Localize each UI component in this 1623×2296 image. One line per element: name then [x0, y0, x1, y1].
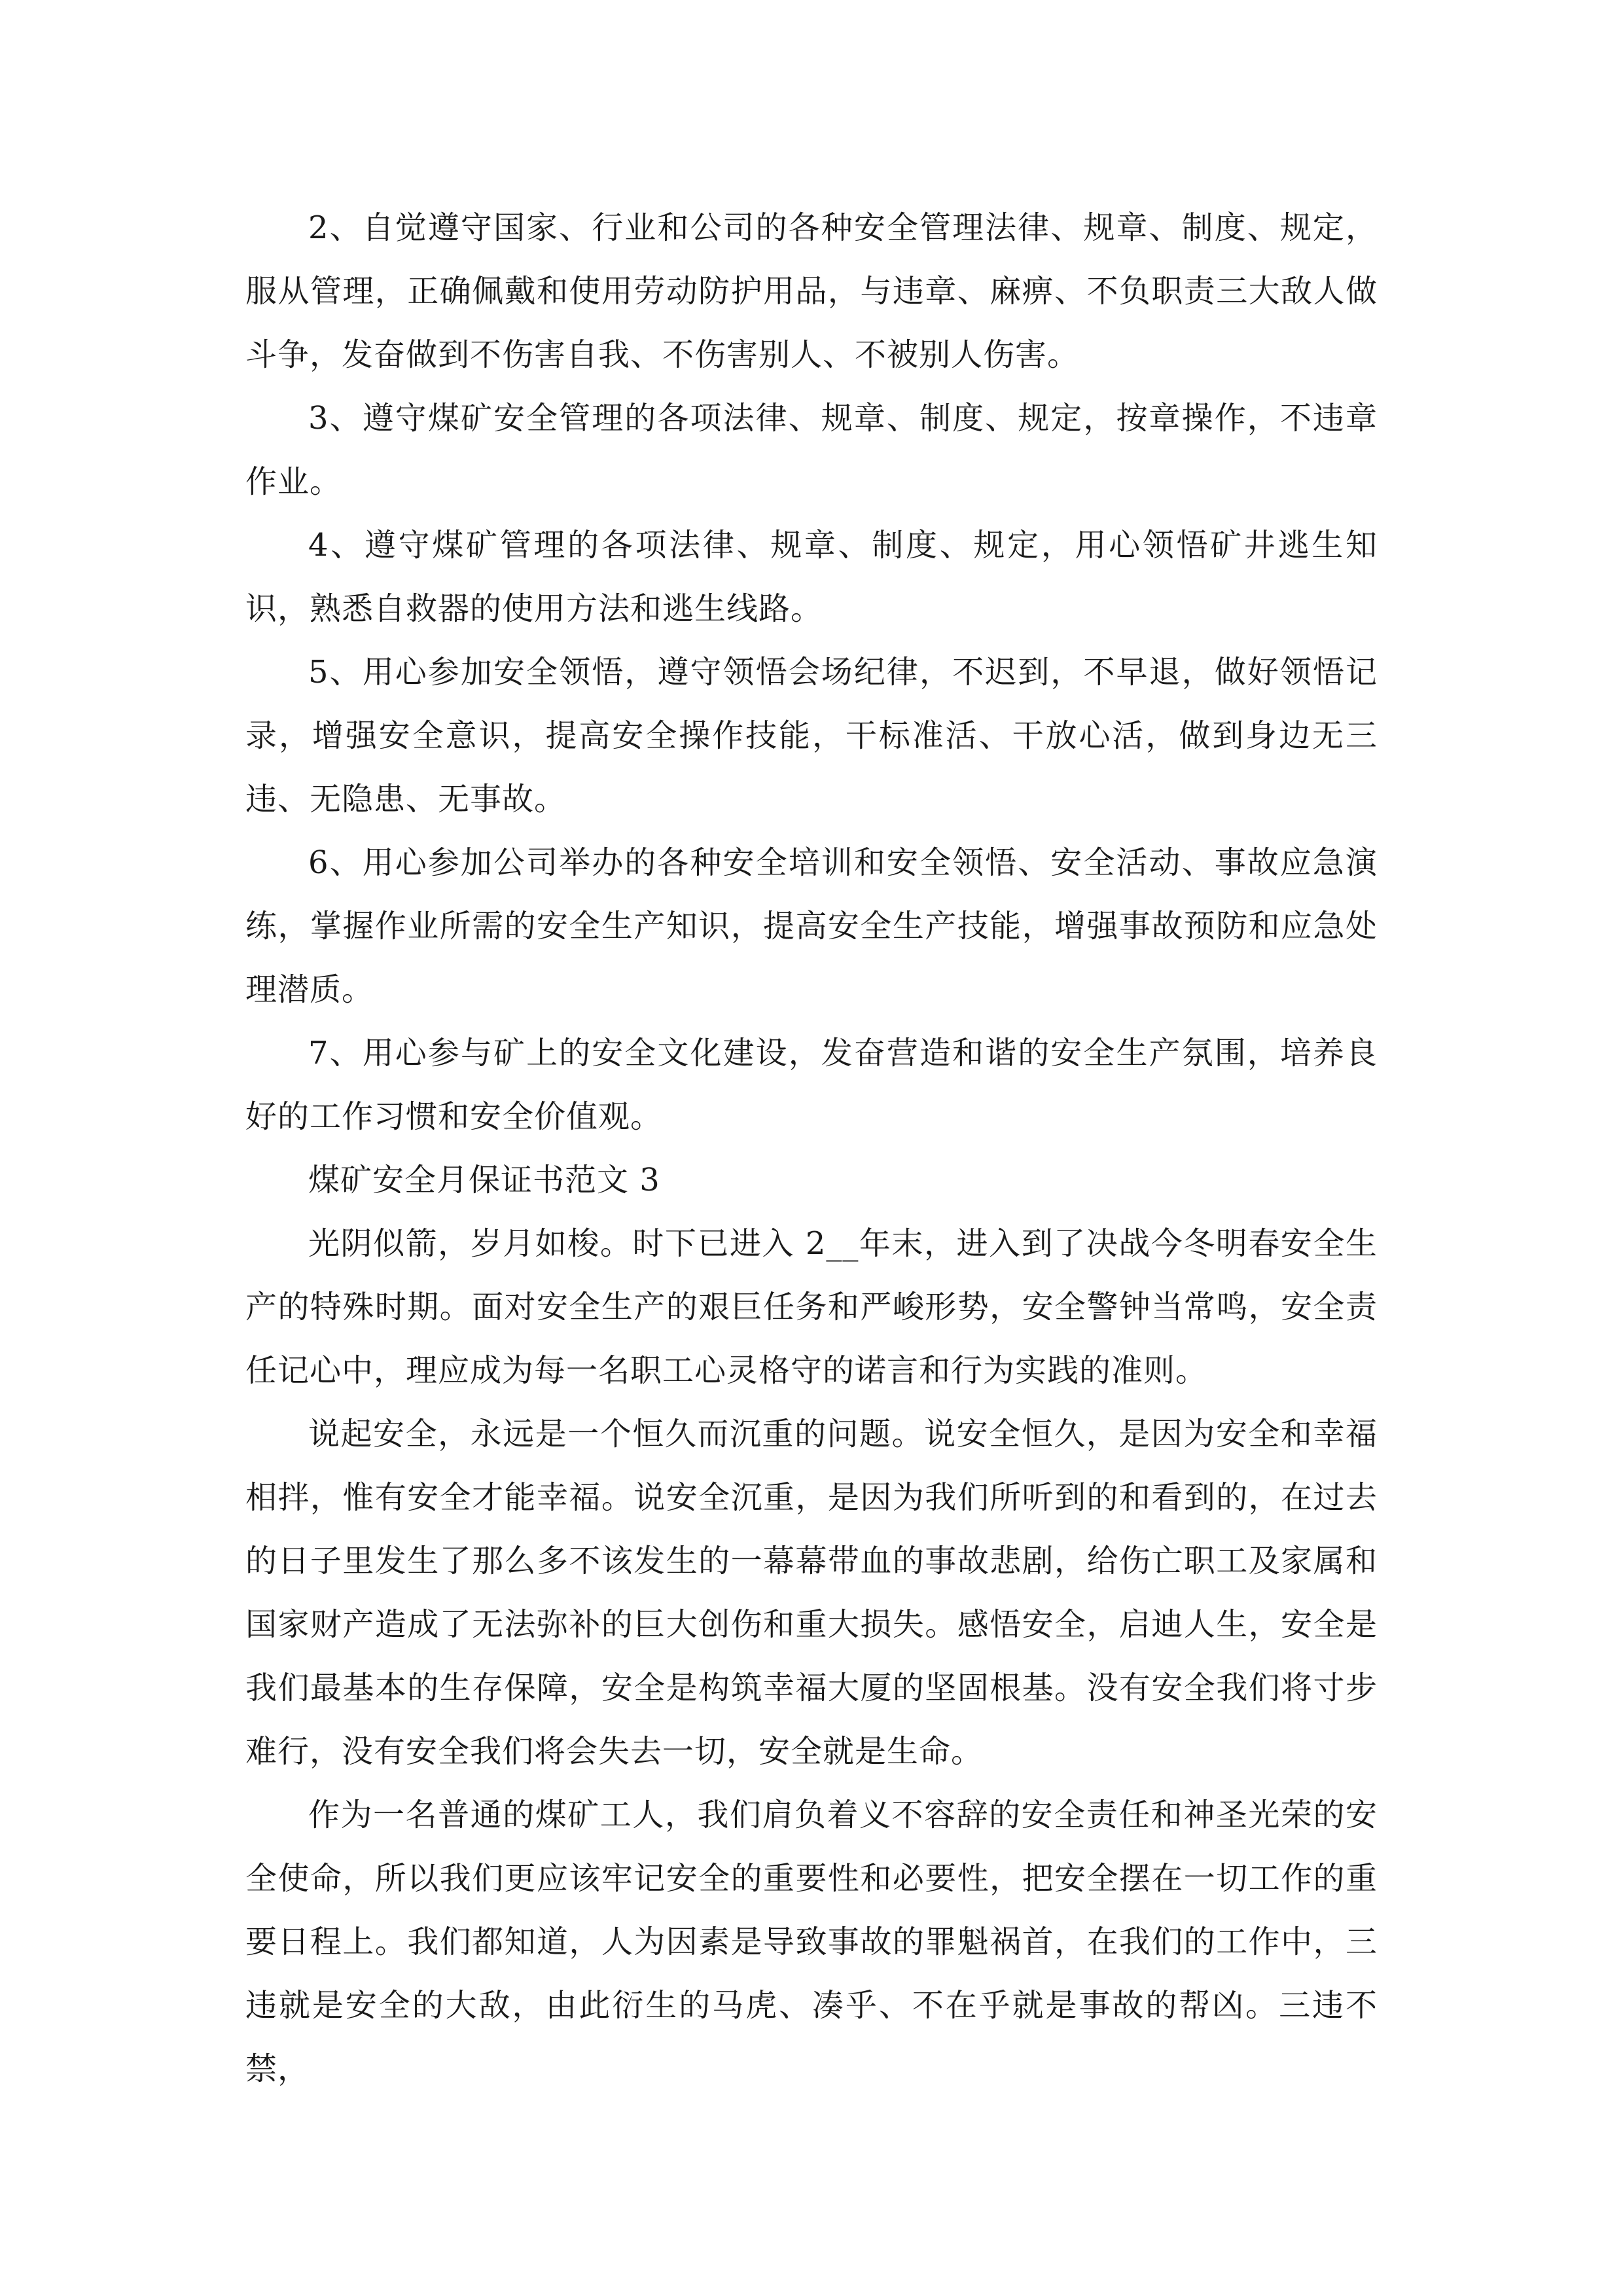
paragraph-intro: 光阴似箭，岁月如梭。时下已进入 2__年末，进入到了决战今冬明春安全生产的特殊时期。面对安全生产的艰巨任务和严峻形势，安全警钟当常鸣，安全责任记心中，理应成为每一名职工心灵格守的诺言和行为实践的准则。	[245, 1225, 1378, 1389]
paragraph-worker-duty: 作为一名普通的煤矿工人，我们肩负着义不容辞的安全责任和神圣光荣的安全使命，所以我们更应该牢记安全的重要性和必要性，把安全摆在一切工作的重要日程上。我们都知道，人为因素是导致事故的罪魁祸首，在我们的工作中，三违就是安全的大敌，由此衍生的马虎、凑乎、不在乎就是事故的帮凶。三违不禁，	[245, 1797, 1378, 2087]
paragraph-safety-meaning: 说起安全，永远是一个恒久而沉重的问题。说安全恒久，是因为安全和幸福相拌，惟有安全才能幸福。说安全沉重，是因为我们所听到的和看到的，在过去的日子里发生了那么多不该发生的一幕幕带血的事故悲剧，给伤亡职工及家属和国家财产造成了无法弥补的巨大创伤和重大损失。感悟安全，启迪人生，安全是我们最基本的生存保障，安全是构筑幸福大厦的坚固根基。没有安全我们将寸步难行，没有安全我们将会失去一切，安全就是生命。	[245, 1416, 1378, 1770]
paragraph-item-6: 6、用心参加公司举办的各种安全培训和安全领悟、安全活动、事故应急演练，掌握作业所需的安全生产知识，提高安全生产技能，增强事故预防和应急处理潜质。	[245, 844, 1378, 1008]
section-title: 煤矿安全月保证书范文 3	[308, 1162, 660, 1198]
paragraph-item-2: 2、自觉遵守国家、行业和公司的各种安全管理法律、规章、制度、规定，服从管理，正确佩戴和使用劳动防护用品，与违章、麻痹、不负职责三大敌人做斗争，发奋做到不伤害自我、不伤害别人、不被别人伤害。	[245, 209, 1378, 373]
paragraph-item-3: 3、遵守煤矿安全管理的各项法律、规章、制度、规定，按章操作，不违章作业。	[245, 400, 1378, 500]
paragraph-item-7: 7、用心参与矿上的安全文化建设，发奋营造和谐的安全生产氛围，培养良好的工作习惯和安全价值观。	[245, 1035, 1378, 1135]
paragraph-item-4: 4、遵守煤矿管理的各项法律、规章、制度、规定，用心领悟矿井逃生知识，熟悉自救器的使用方法和逃生线路。	[245, 527, 1378, 627]
paragraph-item-5: 5、用心参加安全领悟，遵守领悟会场纪律，不迟到，不早退，做好领悟记录，增强安全意识，提高安全操作技能，干标准活、干放心活，做到身边无三违、无隐患、无事故。	[245, 654, 1378, 817]
document-body	[245, 196, 1378, 2101]
